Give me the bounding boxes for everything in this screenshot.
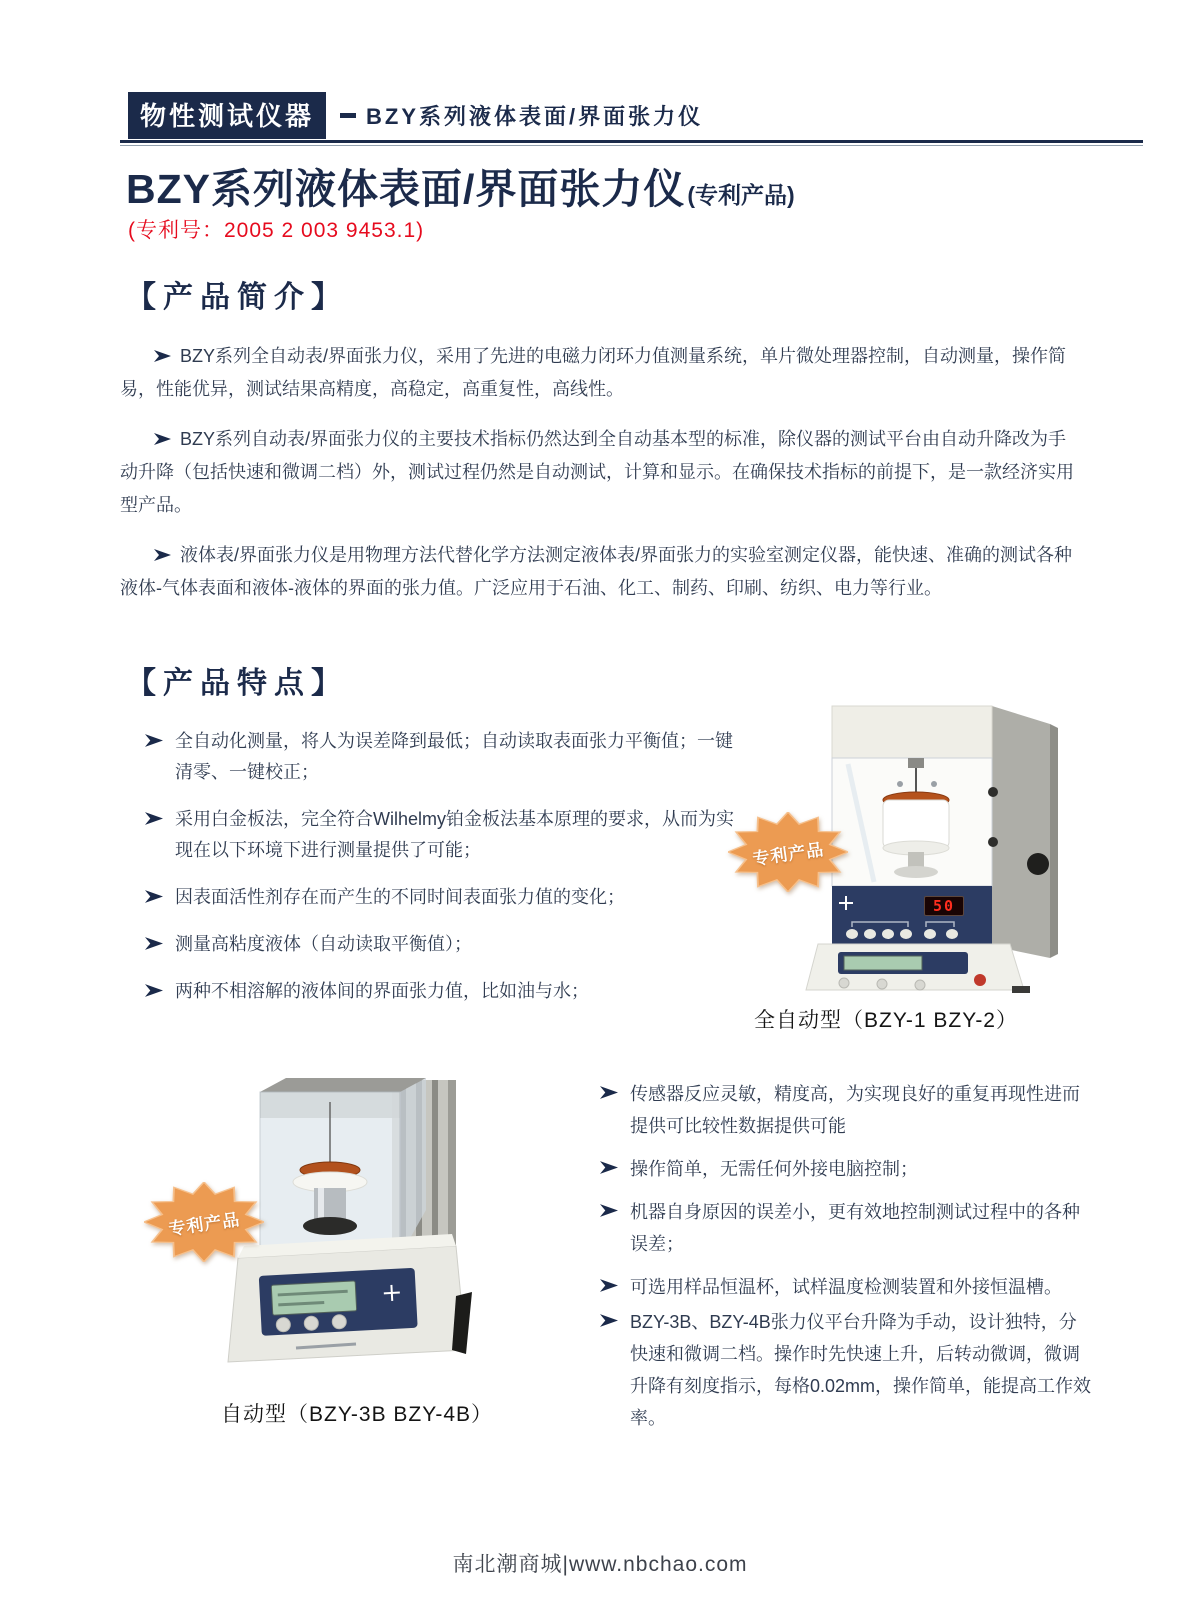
list-item: 测量高粘度液体（自动读取平衡值）；	[145, 929, 745, 960]
list-item: 传感器反应灵敏，精度高，为实现良好的重复再现性进而提供可比较性数据提供可能	[600, 1078, 1094, 1142]
patent-number: (专利号：2005 2 003 9453.1)	[128, 219, 425, 242]
arrow-bullet-icon	[600, 1085, 618, 1100]
arrow-bullet-icon	[145, 936, 163, 951]
list-item: 因表面活性剂存在而产生的不同时间表面张力值的变化；	[145, 882, 745, 913]
list-item: 机器自身原因的误差小，更有效地控制测试过程中的各种误差；	[600, 1196, 1094, 1260]
arrow-bullet-icon	[600, 1278, 618, 1293]
features-list-left	[145, 726, 745, 1023]
features-list-right	[600, 1078, 1094, 1445]
product-photo-fully-automatic	[700, 694, 1072, 1002]
title-main: BZY系列液体表面/界面张力仪	[126, 166, 686, 212]
product-caption: 自动型（BZY-3B BZY-4B）	[220, 1403, 494, 1426]
arrow-bullet-icon	[600, 1313, 618, 1328]
list-item: 两种不相溶解的液体间的界面张力值，比如油与水；	[145, 976, 745, 1007]
document-title	[126, 156, 795, 215]
patent-badge-label: 专利产品	[751, 839, 826, 869]
dash-divider-icon	[340, 113, 356, 118]
footer-site-link: 南北潮商城|www.nbchao.com	[452, 1553, 748, 1576]
page-header	[128, 92, 703, 139]
header-rule-shadow	[120, 145, 1143, 146]
arrow-bullet-icon	[145, 889, 163, 904]
product-caption: 全自动型（BZY-1 BZY-2）	[753, 1009, 1018, 1032]
arrow-bullet-icon	[154, 432, 171, 446]
arrow-bullet-icon	[145, 983, 163, 998]
intro-section-heading: 【产品简介】	[126, 281, 348, 314]
intro-paragraphs	[120, 340, 1078, 622]
list-item: 操作简单，无需任何外接电脑控制；	[600, 1153, 1094, 1185]
brand-badge: 物性测试仪器	[128, 92, 326, 139]
arrow-bullet-icon	[600, 1160, 618, 1175]
patent-badge	[144, 1182, 264, 1262]
intro-paragraph: BZY系列全自动表/界面张力仪，采用了先进的电磁力闭环力值测量系统，单片微处理器控制，自动测量，操作简易，性能优异，测试结果高精度，高稳定，高重复性，高线性。	[120, 346, 1067, 399]
features-section-heading: 【产品特点】	[126, 667, 348, 700]
arrow-bullet-icon	[145, 811, 163, 826]
list-item: BZY-3B、BZY-4B张力仪平台升降为手动，设计独特，分快速和微调二档。操作时先快速上升，后转动微调，微调升降有刻度指示，每格0.02mm，操作简单，能提高工作效率。	[600, 1306, 1094, 1434]
list-item: 采用白金板法，完全符合Wilhelmy铂金板法基本原理的要求，从而为实现在以下环境下进行测量提供了可能；	[145, 804, 745, 866]
led-display: 50	[924, 896, 964, 916]
intro-paragraph: 液体表/界面张力仪是用物理方法代替化学方法测定液体表/界面张力的实验室测定仪器，能快速、准确的测试各种液体-气体表面和液体-液体的界面的张力值。广泛应用于石油、化工、制药、印刷、纺织、电力等行业。	[120, 545, 1072, 598]
arrow-bullet-icon	[154, 349, 171, 363]
arrow-bullet-icon	[145, 733, 163, 748]
product-photo-automatic	[152, 1058, 562, 1394]
list-item: 可选用样品恒温杯，试样温度检测装置和外接恒温槽。	[600, 1271, 1094, 1303]
arrow-bullet-icon	[600, 1203, 618, 1218]
patent-badge	[728, 812, 848, 892]
intro-paragraph: BZY系列自动表/界面张力仪的主要技术指标仍然达到全自动基本型的标准，除仪器的测试平台由自动升降改为手动升降（包括快速和微调二档）外，测试过程仍然是自动测试，计算和显示。在确保技术指标的前提下，是一款经济实用型产品。	[120, 429, 1074, 515]
title-suffix: (专利产品)	[687, 182, 795, 208]
header-rule	[120, 140, 1143, 143]
header-subtitle: BZY系列液体表面/界面张力仪	[366, 104, 704, 129]
list-item: 全自动化测量，将人为误差降到最低；自动读取表面张力平衡值；一键清零、一键校正；	[145, 726, 745, 788]
arrow-bullet-icon	[154, 548, 171, 562]
patent-badge-label: 专利产品	[167, 1209, 242, 1239]
